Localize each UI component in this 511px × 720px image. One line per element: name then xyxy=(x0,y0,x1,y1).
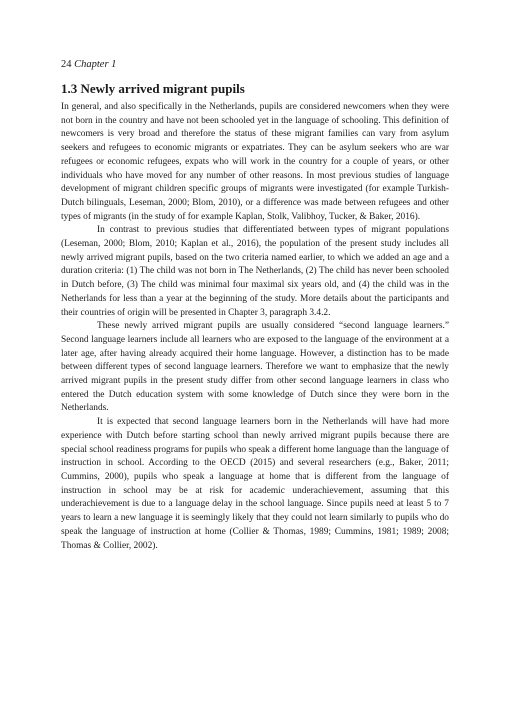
paragraph-1: In general, and also specifically in the Netherlands, pupils are considered newcomers when they were not born in the country and have not been schooled yet in the language of schooling. This definition of newcomers is very broad and therefore the status of these migrant families can vary from asylum seekers and refugees to economic migrants or expatriates. They can be asylum seekers who are war refugees or economic refugees, expats who will work in the country for a couple of years, or other individuals who have moved for any number of other reasons. In most previous studies of language development of migrant children specific groups of migrants were investigated (for example Turkish-Dutch bilinguals, Leseman, 2000; Blom, 2010), or a difference was made between refugees and other types of migrants (in the study of for example Kaplan, Stolk, Valibhoy, Tucker, & Baker, 2016). xyxy=(61,102,449,222)
chapter-label: Chapter 1 xyxy=(74,59,117,70)
paragraph-3: These newly arrived migrant pupils are usually considered “second language learners.” Second language learners include all learners who are exposed to the language of the environment at a later age, after having already acquired their home language. However, a distinction has to be made between different types of second language learners. Therefore we want to emphasize that the newly arrived migrant pupils in the present study differ from other second language learners in class who entered the Dutch education system with some knowledge of Dutch since they were born in the Netherlands. xyxy=(61,321,449,414)
paragraph-4: It is expected that second language learners born in the Netherlands will have had more experience with Dutch before starting school than newly arrived migrant pupils because there are special school readiness programs for pupils who speak a different home language than the language of instruction in school. According to the OECD (2015) and several researchers (e.g., Baker, 2011; Cummins, 2000), pupils who speak a language at home that is different from the language of instruction in school may be at risk for academic underachievement, assuming that this underachievement is due to a language delay in the school language. Since pupils need at least 5 to 7 years to learn a new language it is seemingly likely that they could not learn similarly to pupils who do speak the language of instruction at home (Collier & Thomas, 1989; Cummins, 1981; 1989; 2008; Thomas & Collier, 2002). xyxy=(61,417,449,551)
page-body xyxy=(61,58,449,553)
paragraph-2: In contrast to previous studies that differentiated between types of migrant populations (Leseman, 2000; Blom, 2010; Kaplan et al., 2016), the population of the present study includes all newly arrived migrant pupils, based on the two criteria named earlier, to which we added an age and a duration criteria: (1) The child was not born in The Netherlands, (2) The child has never been schooled in Dutch before, (3) The child was minimal four maximal six years old, and (4) the child was in the Netherlands for less than a year at the beginning of the study. More details about the participants and their countries of origin will be presented in Chapter 3, paragraph 3.4.2. xyxy=(61,225,449,318)
section-title: 1.3 Newly arrived migrant pupils xyxy=(61,81,245,96)
running-header xyxy=(61,58,449,71)
page-number: 24 xyxy=(61,59,72,70)
